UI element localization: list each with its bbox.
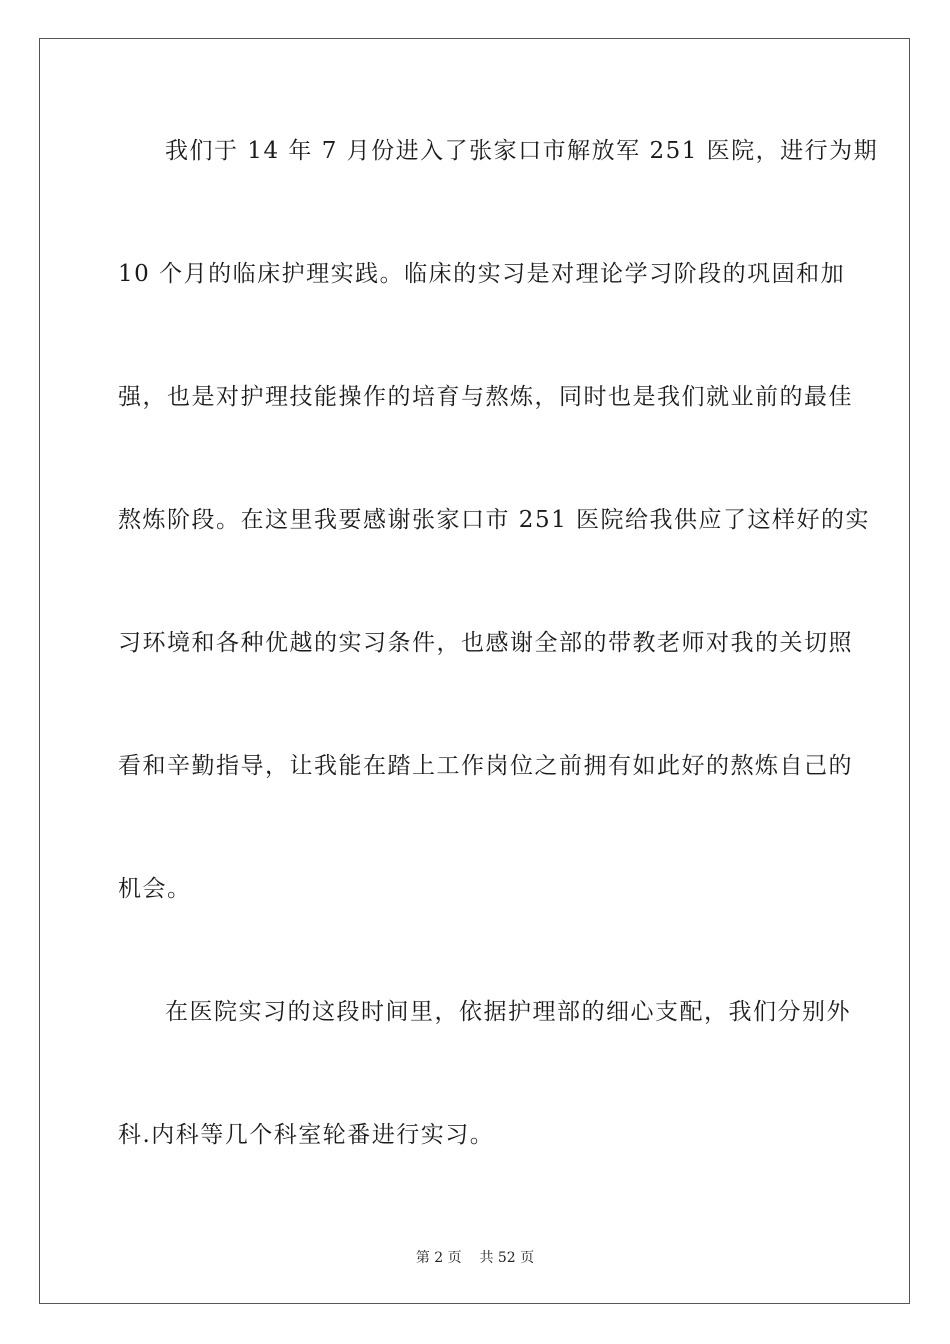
page-footer: [0, 1248, 950, 1268]
paragraph-1-line-3: 强，也是对护理技能操作的培育与熬炼，同时也是我们就业前的最佳: [118, 384, 853, 410]
paragraph-2-line-2: 科.内科等几个科室轮番进行实习。: [118, 1122, 495, 1148]
page-frame: [39, 38, 910, 1304]
paragraph-1-line-2: 10 个月的临床护理实践。临床的实习是对理论学习阶段的巩固和加: [118, 261, 846, 287]
page-total: 共 52 页: [479, 1250, 535, 1266]
paragraph-1-line-7: 机会。: [118, 876, 192, 902]
paragraph-1-line-6: 看和辛勤指导，让我能在踏上工作岗位之前拥有如此好的熬炼自己的: [118, 753, 853, 779]
page-number: 第 2 页: [415, 1250, 462, 1266]
paragraph-1-line-5: 习环境和各种优越的实习条件，也感谢全部的带教老师对我的关切照: [118, 630, 853, 656]
paragraph-1-line-4: 熬炼阶段。在这里我要感谢张家口市 251 医院给我供应了这样好的实: [118, 507, 871, 533]
paragraph-1-line-1: 我们于 14 年 7 月份进入了张家口市解放军 251 医院，进行为期: [165, 138, 879, 164]
paragraph-2-line-1: 在医院实习的这段时间里，依据护理部的细心支配，我们分别外: [165, 999, 851, 1025]
